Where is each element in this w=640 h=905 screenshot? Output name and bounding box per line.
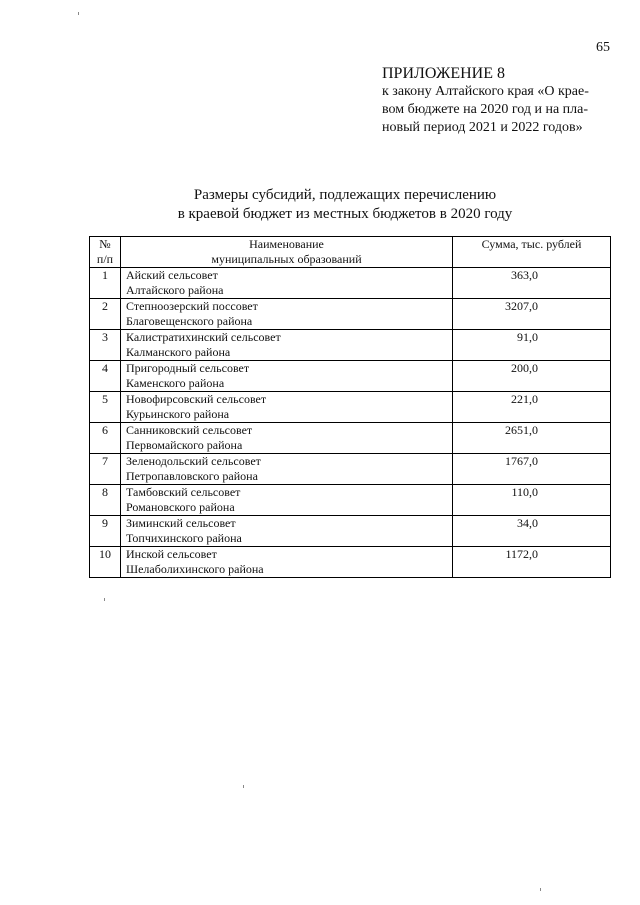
row-num: 5 (90, 392, 121, 423)
row-name (121, 454, 453, 485)
row-name (121, 392, 453, 423)
scan-speck (540, 888, 541, 891)
row-name (121, 516, 453, 547)
row-name-line: Шелаболихинского района (126, 562, 264, 576)
table-header-row (90, 237, 611, 268)
page-number: 65 (596, 40, 610, 55)
row-sum: 1172,0 (453, 547, 611, 578)
row-num: 4 (90, 361, 121, 392)
row-name-line: Санниковский сельсовет (126, 423, 253, 437)
row-name-line: Первомайского района (126, 438, 243, 452)
scan-speck (243, 785, 244, 788)
row-name-line: Алтайского района (126, 283, 224, 297)
row-name (121, 299, 453, 330)
table-row (90, 423, 611, 454)
row-name-line: Степноозерский поссовет (126, 299, 258, 313)
row-num: 7 (90, 454, 121, 485)
row-name-line: Петропавловского района (126, 469, 258, 483)
scan-speck (78, 12, 79, 15)
row-name-line: Тамбовский сельсовет (126, 485, 241, 499)
row-sum: 2651,0 (453, 423, 611, 454)
row-sum: 1767,0 (453, 454, 611, 485)
scan-speck (104, 598, 105, 601)
row-num: 8 (90, 485, 121, 516)
row-name-line: Айский сельсовет (126, 268, 218, 282)
row-sum: 221,0 (453, 392, 611, 423)
header-sum: Сумма, тыс. рублей (453, 237, 611, 268)
row-name-line: Калистратихинский сельсовет (126, 330, 281, 344)
row-num: 6 (90, 423, 121, 454)
header-num-line: № (99, 237, 111, 251)
row-name-line: Калманского района (126, 345, 231, 359)
row-name (121, 330, 453, 361)
row-name-line: Зеленодольский сельсовет (126, 454, 261, 468)
row-name-line: Курьинского района (126, 407, 230, 421)
header-name (121, 237, 453, 268)
subsidies-table (89, 236, 611, 578)
appendix-line: новый период 2021 и 2022 годов» (382, 120, 583, 135)
row-name-line: Топчихинского района (126, 531, 242, 545)
table-row (90, 268, 611, 299)
header-num (90, 237, 121, 268)
table-row (90, 454, 611, 485)
table-row (90, 392, 611, 423)
table-row (90, 361, 611, 392)
title-line: в краевой бюджет из местных бюджетов в 2020 году (177, 206, 513, 222)
row-name-line: Зиминский сельсовет (126, 516, 236, 530)
table-row (90, 330, 611, 361)
row-name-line: Пригородный сельсовет (126, 361, 250, 375)
row-sum: 363,0 (453, 268, 611, 299)
table-row (90, 547, 611, 578)
row-sum: 34,0 (453, 516, 611, 547)
row-num: 10 (90, 547, 121, 578)
row-num: 3 (90, 330, 121, 361)
row-name (121, 547, 453, 578)
row-num: 1 (90, 268, 121, 299)
header-num-line: п/п (96, 252, 114, 266)
header-name-line: Наименование (249, 237, 324, 251)
row-num: 9 (90, 516, 121, 547)
row-name-line: Каменского района (126, 376, 225, 390)
row-name (121, 485, 453, 516)
row-sum: 91,0 (453, 330, 611, 361)
row-num: 2 (90, 299, 121, 330)
row-name-line: Романовского района (126, 500, 235, 514)
row-name (121, 361, 453, 392)
row-name-line: Инской сельсовет (126, 547, 217, 561)
row-name-line: Благовещенского района (126, 314, 253, 328)
appendix-text (382, 83, 622, 137)
row-sum: 3207,0 (453, 299, 611, 330)
appendix-title: ПРИЛОЖЕНИЕ 8 (382, 65, 506, 82)
row-name-line: Новофирсовский сельсовет (126, 392, 267, 406)
row-sum: 110,0 (453, 485, 611, 516)
title-line: Размеры субсидий, подлежащих перечислению (193, 187, 497, 203)
row-name (121, 423, 453, 454)
table-row (90, 516, 611, 547)
header-name-line: муниципальных образований (211, 252, 362, 266)
row-sum: 200,0 (453, 361, 611, 392)
appendix-line: вом бюджете на 2020 год и на пла- (382, 102, 589, 117)
document-title (110, 186, 580, 224)
appendix-line: к закону Алтайского края «О крае- (382, 84, 589, 99)
table-row (90, 299, 611, 330)
table-row (90, 485, 611, 516)
row-name (121, 268, 453, 299)
appendix-block (382, 64, 622, 137)
